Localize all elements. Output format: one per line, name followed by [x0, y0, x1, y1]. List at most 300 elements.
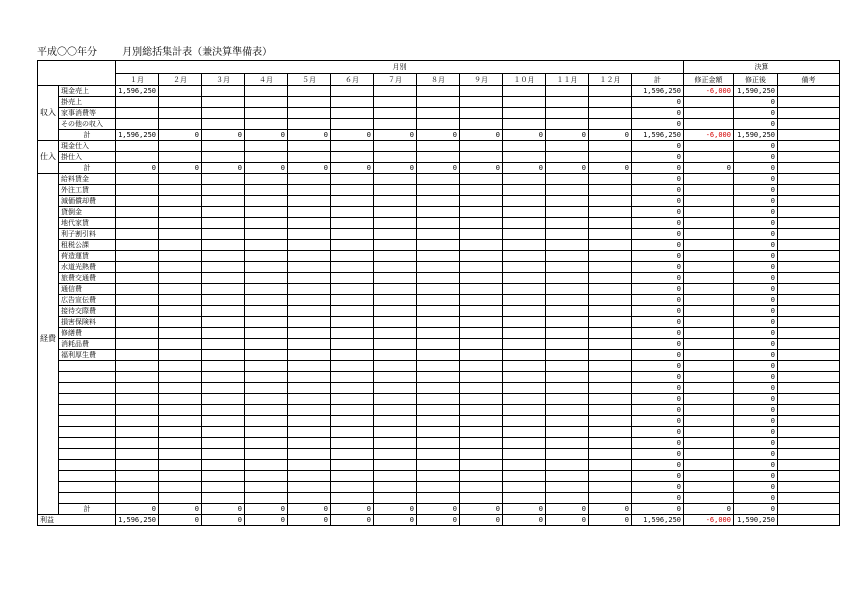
month-cell-1[interactable]: [116, 405, 159, 416]
month-cell-1[interactable]: [116, 449, 159, 460]
month-cell-4[interactable]: [245, 416, 288, 427]
month-cell-7[interactable]: [374, 295, 417, 306]
month-cell-4[interactable]: [245, 97, 288, 108]
total-cell[interactable]: 0: [632, 372, 684, 383]
month-cell-8[interactable]: [417, 240, 460, 251]
month-cell-10[interactable]: [503, 141, 546, 152]
month-cell-6[interactable]: [331, 482, 374, 493]
adjustment-cell[interactable]: [684, 262, 734, 273]
item-label[interactable]: 租税公課: [59, 240, 116, 251]
month-cell-3[interactable]: [202, 471, 245, 482]
month-cell-9[interactable]: [460, 328, 503, 339]
month-cell-6[interactable]: [331, 119, 374, 130]
adjustment-cell[interactable]: [684, 218, 734, 229]
month-cell-9[interactable]: [460, 196, 503, 207]
month-cell-10[interactable]: [503, 339, 546, 350]
month-cell-4[interactable]: [245, 383, 288, 394]
month-cell-4[interactable]: [245, 460, 288, 471]
month-cell-5[interactable]: [288, 460, 331, 471]
month-cell-9[interactable]: [460, 108, 503, 119]
month-cell-8[interactable]: [417, 427, 460, 438]
month-cell-11[interactable]: [546, 152, 589, 163]
month-cell-10[interactable]: [503, 97, 546, 108]
month-cell-4[interactable]: 0: [245, 130, 288, 141]
adjusted-cell[interactable]: 0: [734, 449, 778, 460]
month-cell-8[interactable]: [417, 86, 460, 97]
month-cell-5[interactable]: [288, 207, 331, 218]
month-cell-8[interactable]: [417, 207, 460, 218]
total-cell[interactable]: 0: [632, 174, 684, 185]
adjustment-cell[interactable]: [684, 240, 734, 251]
adjustment-cell[interactable]: [684, 460, 734, 471]
remarks-cell[interactable]: [778, 306, 840, 317]
total-cell[interactable]: 0: [632, 152, 684, 163]
month-cell-9[interactable]: [460, 185, 503, 196]
month-cell-10[interactable]: [503, 328, 546, 339]
month-cell-11[interactable]: 0: [546, 515, 589, 526]
adjustment-cell[interactable]: [684, 449, 734, 460]
item-label[interactable]: 接待交際費: [59, 306, 116, 317]
month-cell-1[interactable]: [116, 350, 159, 361]
month-cell-7[interactable]: [374, 416, 417, 427]
month-cell-1[interactable]: [116, 427, 159, 438]
month-cell-4[interactable]: [245, 350, 288, 361]
month-cell-12[interactable]: [589, 460, 632, 471]
month-cell-1[interactable]: [116, 108, 159, 119]
adjustment-cell[interactable]: [684, 372, 734, 383]
month-cell-7[interactable]: [374, 273, 417, 284]
total-cell[interactable]: 0: [632, 493, 684, 504]
month-cell-3[interactable]: [202, 361, 245, 372]
month-cell-7[interactable]: [374, 306, 417, 317]
month-cell-4[interactable]: [245, 438, 288, 449]
total-cell[interactable]: 0: [632, 350, 684, 361]
month-cell-10[interactable]: [503, 350, 546, 361]
month-cell-3[interactable]: [202, 383, 245, 394]
month-cell-12[interactable]: [589, 328, 632, 339]
month-cell-12[interactable]: [589, 141, 632, 152]
month-cell-5[interactable]: [288, 306, 331, 317]
month-cell-7[interactable]: [374, 383, 417, 394]
month-cell-11[interactable]: [546, 317, 589, 328]
item-label[interactable]: 掛仕入: [59, 152, 116, 163]
month-cell-4[interactable]: [245, 482, 288, 493]
remarks-cell[interactable]: [778, 97, 840, 108]
month-cell-1[interactable]: [116, 460, 159, 471]
month-cell-1[interactable]: [116, 438, 159, 449]
month-cell-9[interactable]: [460, 438, 503, 449]
month-cell-2[interactable]: [159, 196, 202, 207]
remarks-cell[interactable]: [778, 295, 840, 306]
month-cell-12[interactable]: [589, 449, 632, 460]
month-cell-11[interactable]: [546, 207, 589, 218]
month-cell-11[interactable]: 0: [546, 504, 589, 515]
month-cell-2[interactable]: 0: [159, 163, 202, 174]
item-label[interactable]: 旅費交通費: [59, 273, 116, 284]
month-cell-6[interactable]: [331, 460, 374, 471]
month-cell-3[interactable]: 0: [202, 504, 245, 515]
month-cell-10[interactable]: [503, 108, 546, 119]
month-cell-12[interactable]: 0: [589, 130, 632, 141]
month-cell-6[interactable]: 0: [331, 163, 374, 174]
month-cell-9[interactable]: [460, 460, 503, 471]
month-cell-7[interactable]: [374, 449, 417, 460]
adjustment-cell[interactable]: [684, 196, 734, 207]
item-label[interactable]: 外注工賃: [59, 185, 116, 196]
month-cell-1[interactable]: [116, 218, 159, 229]
adjusted-cell[interactable]: 0: [734, 471, 778, 482]
adjusted-cell[interactable]: 0: [734, 339, 778, 350]
adjustment-cell[interactable]: [684, 306, 734, 317]
adjustment-cell[interactable]: [684, 482, 734, 493]
item-label[interactable]: 福利厚生費: [59, 350, 116, 361]
remarks-cell[interactable]: [778, 405, 840, 416]
month-cell-2[interactable]: [159, 262, 202, 273]
item-label[interactable]: [59, 361, 116, 372]
month-cell-7[interactable]: [374, 97, 417, 108]
month-cell-2[interactable]: [159, 174, 202, 185]
adjusted-cell[interactable]: 0: [734, 185, 778, 196]
month-cell-11[interactable]: [546, 251, 589, 262]
month-cell-10[interactable]: [503, 174, 546, 185]
remarks-cell[interactable]: [778, 185, 840, 196]
month-cell-1[interactable]: 1,596,250: [116, 130, 159, 141]
adjusted-cell[interactable]: 0: [734, 196, 778, 207]
month-cell-6[interactable]: [331, 141, 374, 152]
month-cell-6[interactable]: [331, 108, 374, 119]
month-cell-5[interactable]: [288, 185, 331, 196]
adjusted-cell[interactable]: 0: [734, 295, 778, 306]
month-cell-11[interactable]: [546, 141, 589, 152]
remarks-cell[interactable]: [778, 460, 840, 471]
month-cell-6[interactable]: [331, 339, 374, 350]
total-cell[interactable]: 0: [632, 471, 684, 482]
remarks-cell[interactable]: [778, 240, 840, 251]
month-cell-3[interactable]: 0: [202, 130, 245, 141]
month-cell-6[interactable]: 0: [331, 504, 374, 515]
item-label[interactable]: 現金売上: [59, 86, 116, 97]
item-label[interactable]: [59, 482, 116, 493]
month-cell-2[interactable]: [159, 482, 202, 493]
month-cell-6[interactable]: [331, 383, 374, 394]
total-cell[interactable]: 0: [632, 196, 684, 207]
adjustment-cell[interactable]: [684, 141, 734, 152]
month-cell-10[interactable]: [503, 372, 546, 383]
month-cell-5[interactable]: [288, 251, 331, 262]
adjustment-cell[interactable]: -6,000: [684, 130, 734, 141]
adjustment-cell[interactable]: [684, 97, 734, 108]
month-cell-6[interactable]: [331, 273, 374, 284]
month-cell-10[interactable]: 0: [503, 163, 546, 174]
month-cell-10[interactable]: 0: [503, 130, 546, 141]
adjustment-cell[interactable]: [684, 295, 734, 306]
month-cell-12[interactable]: [589, 394, 632, 405]
month-cell-6[interactable]: [331, 372, 374, 383]
month-cell-12[interactable]: [589, 196, 632, 207]
month-cell-5[interactable]: [288, 284, 331, 295]
month-cell-1[interactable]: [116, 251, 159, 262]
month-cell-3[interactable]: [202, 119, 245, 130]
month-cell-1[interactable]: [116, 372, 159, 383]
remarks-cell[interactable]: [778, 317, 840, 328]
month-cell-4[interactable]: [245, 328, 288, 339]
month-cell-4[interactable]: [245, 306, 288, 317]
adjusted-cell[interactable]: 0: [734, 262, 778, 273]
month-cell-7[interactable]: [374, 262, 417, 273]
adjusted-cell[interactable]: 0: [734, 119, 778, 130]
month-cell-1[interactable]: [116, 317, 159, 328]
month-cell-2[interactable]: [159, 493, 202, 504]
month-cell-9[interactable]: [460, 405, 503, 416]
month-cell-12[interactable]: [589, 416, 632, 427]
month-cell-10[interactable]: [503, 284, 546, 295]
adjusted-cell[interactable]: 0: [734, 306, 778, 317]
month-cell-3[interactable]: [202, 460, 245, 471]
month-cell-3[interactable]: [202, 262, 245, 273]
month-cell-5[interactable]: [288, 119, 331, 130]
month-cell-5[interactable]: [288, 482, 331, 493]
month-cell-6[interactable]: [331, 306, 374, 317]
month-cell-2[interactable]: [159, 229, 202, 240]
month-cell-3[interactable]: [202, 372, 245, 383]
month-cell-4[interactable]: [245, 394, 288, 405]
month-cell-1[interactable]: [116, 174, 159, 185]
month-cell-12[interactable]: [589, 482, 632, 493]
item-label[interactable]: [59, 394, 116, 405]
month-cell-9[interactable]: [460, 383, 503, 394]
month-cell-3[interactable]: 0: [202, 163, 245, 174]
month-cell-5[interactable]: [288, 383, 331, 394]
month-cell-4[interactable]: [245, 174, 288, 185]
adjusted-cell[interactable]: 0: [734, 218, 778, 229]
month-cell-3[interactable]: [202, 273, 245, 284]
month-cell-12[interactable]: [589, 339, 632, 350]
month-cell-4[interactable]: [245, 262, 288, 273]
month-cell-11[interactable]: [546, 328, 589, 339]
month-cell-3[interactable]: [202, 97, 245, 108]
month-cell-5[interactable]: [288, 394, 331, 405]
month-cell-4[interactable]: [245, 361, 288, 372]
month-cell-4[interactable]: [245, 493, 288, 504]
month-cell-9[interactable]: 0: [460, 130, 503, 141]
total-cell[interactable]: 0: [632, 218, 684, 229]
adjusted-cell[interactable]: 0: [734, 152, 778, 163]
month-cell-8[interactable]: [417, 361, 460, 372]
month-cell-12[interactable]: [589, 350, 632, 361]
month-cell-11[interactable]: [546, 86, 589, 97]
month-cell-6[interactable]: [331, 284, 374, 295]
month-cell-4[interactable]: [245, 251, 288, 262]
month-cell-8[interactable]: [417, 471, 460, 482]
month-cell-2[interactable]: [159, 339, 202, 350]
adjusted-cell[interactable]: 0: [734, 141, 778, 152]
month-cell-7[interactable]: [374, 482, 417, 493]
month-cell-5[interactable]: [288, 174, 331, 185]
month-cell-12[interactable]: [589, 295, 632, 306]
month-cell-7[interactable]: [374, 152, 417, 163]
total-cell[interactable]: 0: [632, 438, 684, 449]
month-cell-2[interactable]: [159, 306, 202, 317]
month-cell-6[interactable]: [331, 471, 374, 482]
month-cell-11[interactable]: [546, 460, 589, 471]
month-cell-11[interactable]: [546, 174, 589, 185]
adjusted-cell[interactable]: 0: [734, 493, 778, 504]
month-cell-9[interactable]: [460, 339, 503, 350]
month-cell-2[interactable]: [159, 427, 202, 438]
month-cell-2[interactable]: [159, 394, 202, 405]
month-cell-12[interactable]: [589, 372, 632, 383]
month-cell-7[interactable]: [374, 493, 417, 504]
month-cell-10[interactable]: [503, 229, 546, 240]
month-cell-7[interactable]: [374, 108, 417, 119]
month-cell-12[interactable]: [589, 438, 632, 449]
item-label[interactable]: [59, 427, 116, 438]
month-cell-12[interactable]: [589, 240, 632, 251]
month-cell-2[interactable]: 0: [159, 515, 202, 526]
month-cell-8[interactable]: [417, 97, 460, 108]
month-cell-5[interactable]: [288, 372, 331, 383]
adjustment-cell[interactable]: [684, 339, 734, 350]
month-cell-5[interactable]: [288, 350, 331, 361]
month-cell-3[interactable]: [202, 493, 245, 504]
month-cell-11[interactable]: [546, 196, 589, 207]
month-cell-3[interactable]: [202, 185, 245, 196]
item-label[interactable]: 通信費: [59, 284, 116, 295]
month-cell-7[interactable]: [374, 119, 417, 130]
month-cell-7[interactable]: [374, 141, 417, 152]
total-cell[interactable]: 0: [632, 405, 684, 416]
month-cell-7[interactable]: [374, 196, 417, 207]
month-cell-5[interactable]: [288, 108, 331, 119]
remarks-cell[interactable]: [778, 372, 840, 383]
item-label[interactable]: [59, 438, 116, 449]
month-cell-5[interactable]: [288, 471, 331, 482]
adjusted-cell[interactable]: 0: [734, 163, 778, 174]
adjusted-cell[interactable]: 0: [734, 229, 778, 240]
month-cell-12[interactable]: [589, 262, 632, 273]
adjustment-cell[interactable]: 0: [684, 163, 734, 174]
month-cell-11[interactable]: [546, 427, 589, 438]
month-cell-4[interactable]: [245, 405, 288, 416]
item-label[interactable]: 修繕費: [59, 328, 116, 339]
month-cell-6[interactable]: [331, 405, 374, 416]
month-cell-10[interactable]: [503, 306, 546, 317]
total-cell[interactable]: 0: [632, 229, 684, 240]
total-cell[interactable]: 0: [632, 482, 684, 493]
month-cell-3[interactable]: [202, 152, 245, 163]
month-cell-10[interactable]: [503, 86, 546, 97]
month-cell-10[interactable]: [503, 273, 546, 284]
adjusted-cell[interactable]: 0: [734, 317, 778, 328]
item-label[interactable]: [59, 449, 116, 460]
month-cell-4[interactable]: [245, 108, 288, 119]
month-cell-7[interactable]: [374, 394, 417, 405]
month-cell-8[interactable]: [417, 372, 460, 383]
adjusted-cell[interactable]: 0: [734, 482, 778, 493]
month-cell-5[interactable]: [288, 86, 331, 97]
month-cell-7[interactable]: [374, 339, 417, 350]
adjusted-cell[interactable]: 1,590,250: [734, 130, 778, 141]
adjustment-cell[interactable]: -6,000: [684, 515, 734, 526]
month-cell-1[interactable]: [116, 152, 159, 163]
month-cell-9[interactable]: [460, 86, 503, 97]
month-cell-1[interactable]: [116, 119, 159, 130]
month-cell-2[interactable]: [159, 328, 202, 339]
month-cell-12[interactable]: [589, 218, 632, 229]
month-cell-8[interactable]: [417, 306, 460, 317]
month-cell-1[interactable]: [116, 306, 159, 317]
adjustment-cell[interactable]: [684, 229, 734, 240]
adjustment-cell[interactable]: [684, 427, 734, 438]
month-cell-11[interactable]: 0: [546, 163, 589, 174]
total-cell[interactable]: 0: [632, 108, 684, 119]
item-label[interactable]: [59, 471, 116, 482]
month-cell-9[interactable]: [460, 152, 503, 163]
month-cell-5[interactable]: [288, 240, 331, 251]
month-cell-9[interactable]: [460, 240, 503, 251]
month-cell-2[interactable]: [159, 372, 202, 383]
month-cell-2[interactable]: [159, 86, 202, 97]
month-cell-6[interactable]: 0: [331, 130, 374, 141]
month-cell-7[interactable]: [374, 185, 417, 196]
month-cell-11[interactable]: [546, 119, 589, 130]
item-label[interactable]: 水道光熱費: [59, 262, 116, 273]
item-label[interactable]: 広告宣伝費: [59, 295, 116, 306]
month-cell-4[interactable]: [245, 218, 288, 229]
adjusted-cell[interactable]: 0: [734, 108, 778, 119]
month-cell-3[interactable]: [202, 328, 245, 339]
total-cell[interactable]: 1,596,250: [632, 515, 684, 526]
adjusted-cell[interactable]: 0: [734, 97, 778, 108]
month-cell-5[interactable]: [288, 328, 331, 339]
month-cell-6[interactable]: [331, 218, 374, 229]
month-cell-3[interactable]: [202, 284, 245, 295]
month-cell-8[interactable]: [417, 273, 460, 284]
month-cell-6[interactable]: [331, 152, 374, 163]
month-cell-11[interactable]: [546, 372, 589, 383]
month-cell-11[interactable]: [546, 185, 589, 196]
month-cell-11[interactable]: [546, 493, 589, 504]
remarks-cell[interactable]: [778, 273, 840, 284]
month-cell-11[interactable]: [546, 383, 589, 394]
adjustment-cell[interactable]: [684, 152, 734, 163]
item-label[interactable]: 消耗品費: [59, 339, 116, 350]
month-cell-8[interactable]: [417, 449, 460, 460]
month-cell-2[interactable]: [159, 416, 202, 427]
month-cell-4[interactable]: [245, 240, 288, 251]
month-cell-1[interactable]: [116, 416, 159, 427]
month-cell-12[interactable]: 0: [589, 515, 632, 526]
remarks-cell[interactable]: [778, 229, 840, 240]
month-cell-8[interactable]: [417, 196, 460, 207]
item-label[interactable]: その他の収入: [59, 119, 116, 130]
month-cell-3[interactable]: [202, 394, 245, 405]
month-cell-6[interactable]: [331, 196, 374, 207]
month-cell-6[interactable]: [331, 493, 374, 504]
month-cell-5[interactable]: [288, 97, 331, 108]
month-cell-4[interactable]: [245, 339, 288, 350]
total-cell[interactable]: 0: [632, 394, 684, 405]
month-cell-7[interactable]: [374, 372, 417, 383]
month-cell-9[interactable]: [460, 284, 503, 295]
month-cell-7[interactable]: 0: [374, 504, 417, 515]
month-cell-9[interactable]: 0: [460, 504, 503, 515]
month-cell-9[interactable]: [460, 471, 503, 482]
remarks-cell[interactable]: [778, 350, 840, 361]
remarks-cell[interactable]: [778, 427, 840, 438]
month-cell-3[interactable]: [202, 174, 245, 185]
month-cell-9[interactable]: [460, 350, 503, 361]
